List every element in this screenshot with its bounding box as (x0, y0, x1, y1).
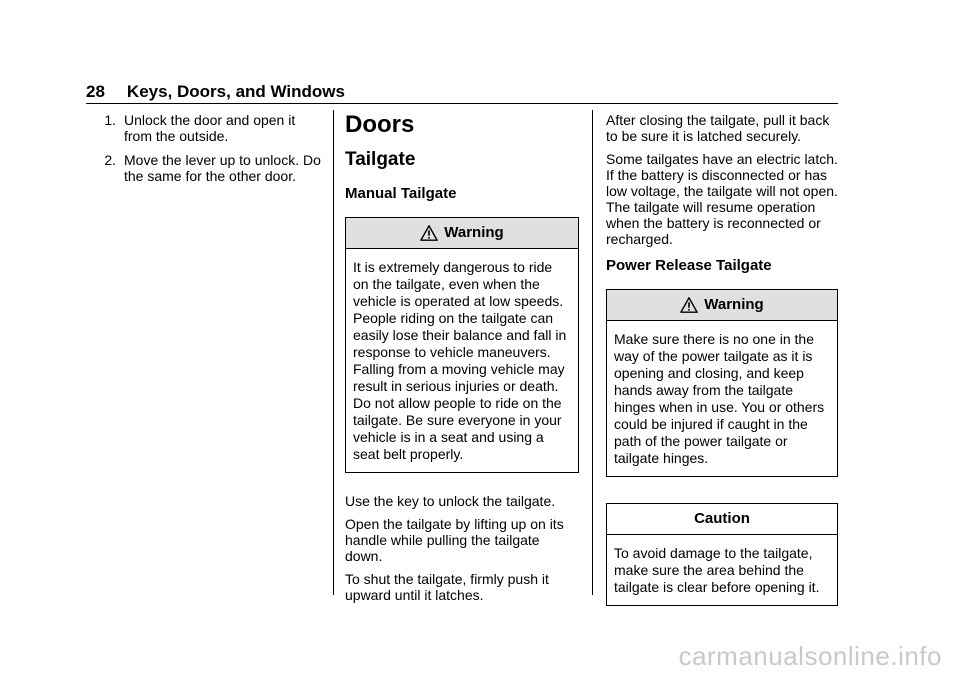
step-number: 1. (104, 112, 116, 128)
caution-header (607, 504, 837, 535)
list-item (90, 152, 325, 184)
warning-body: It is extremely dangerous to ride on the tailgate, even when the vehicle is operated at low speeds. People riding on the tailgate can easily lose their balance and fall in response to vehicle maneuvers. Falling from a moving vehicle may result in serious injuries or death. Do not allow people to ride on the tailgate. Be sure everyone in your vehicle is in a seat and using a seat belt properly. (353, 259, 567, 462)
watermark: carmanualsonline.info (678, 641, 942, 671)
warning-triangle-icon (680, 296, 698, 314)
paragraph: Use the key to unlock the tailgate. (345, 493, 556, 509)
paragraph: Some tailgates have an electric latch. If the battery is disconnected or has low voltage, the tailgate will not open. The tailgate will resume operation when the battery is reconnected or recharged. (606, 151, 838, 247)
warning-header (607, 290, 837, 321)
paragraph: After closing the tailgate, pull it back to be sure it is latched securely. (606, 112, 830, 144)
page-number: 28 (86, 82, 105, 101)
section-title: Keys, Doors, and Windows (126, 82, 345, 101)
middle-column (345, 111, 579, 610)
column-divider (592, 110, 593, 595)
column-divider (333, 110, 334, 595)
step-text: Unlock the door and open it from the outside. (124, 112, 296, 144)
step-number: 2. (104, 152, 116, 168)
right-column (606, 112, 838, 626)
list-item (90, 112, 325, 144)
heading-doors: Doors (345, 111, 415, 138)
warning-header (346, 218, 578, 249)
warning-body: Make sure there is no one in the way of the power tailgate as it is opening and closing, and keep hands away from the tailgate hinges when in use. You or others could be injured if caught in the path of the power tailgate or tailgate hinges. (614, 331, 825, 466)
caution-box (606, 503, 838, 606)
warning-title: Warning (444, 224, 504, 241)
left-column (90, 112, 325, 192)
paragraph: To shut the tailgate, firmly push it upward until it latches. (345, 571, 549, 603)
step-text: Move the lever up to unlock. Do the same for the other door. (124, 152, 321, 184)
page-header (86, 82, 345, 102)
caution-title: Caution (694, 510, 750, 527)
warning-box (606, 289, 838, 477)
caution-body: To avoid damage to the tailgate, make sure the area behind the tailgate is clear before opening it. (614, 545, 820, 595)
header-rule (86, 103, 838, 104)
heading-tailgate: Tailgate (345, 149, 416, 170)
warning-box (345, 217, 579, 473)
heading-power-release-tailgate: Power Release Tailgate (606, 257, 772, 274)
warning-triangle-icon (420, 224, 438, 242)
warning-title: Warning (704, 296, 764, 313)
heading-manual-tailgate: Manual Tailgate (345, 185, 457, 202)
paragraph: Open the tailgate by lifting up on its handle while pulling the tailgate down. (345, 516, 564, 564)
